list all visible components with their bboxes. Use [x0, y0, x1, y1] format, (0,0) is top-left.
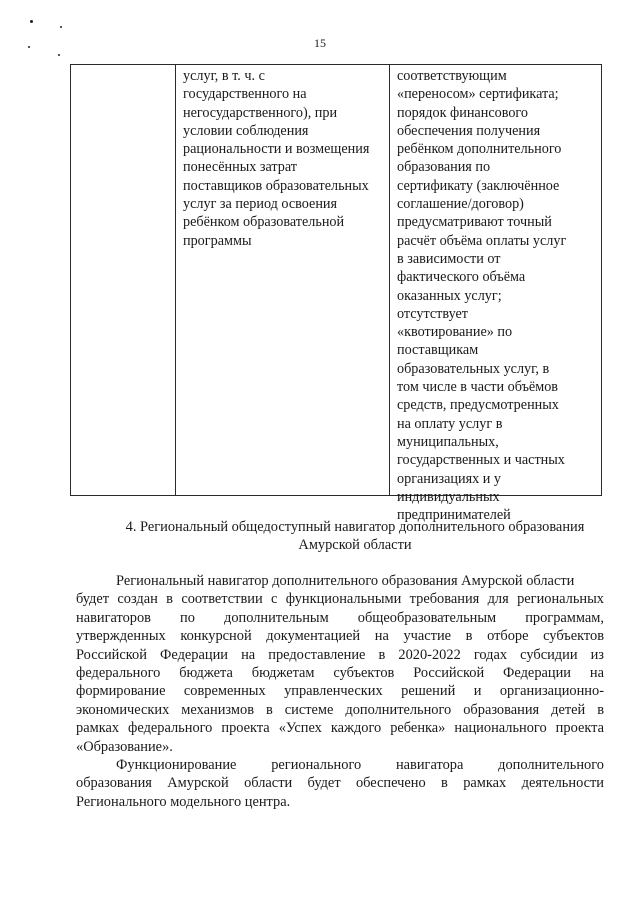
paragraph-navigator-operation: [76, 756, 604, 811]
section-heading-line: Амурской области: [298, 537, 412, 554]
text-line: Российской Федерации на предоставление в 2020-2022 годах субсидии из: [76, 646, 604, 663]
text-line: средств, предусмотренных: [397, 397, 559, 414]
paragraph-navigator-creation: [76, 572, 604, 756]
text-line: образования Амурской области будет обеспечено в рамках деятельности: [76, 775, 604, 792]
text-line: расчёт объёма оплаты услуг: [397, 232, 567, 249]
text-line: формирование современных управленческих решений и организационно-: [76, 683, 604, 700]
text-line: в зависимости от: [397, 250, 501, 267]
text-line: Функционирование регионального навигатора дополнительного: [116, 757, 604, 773]
text-line: на оплату услуг в: [397, 415, 503, 432]
text-line: утвержденных конкурсной документацией на участие в отборе субъектов: [76, 628, 604, 645]
text-line: соответствующим: [397, 68, 507, 84]
text-line: условии соблюдения: [183, 122, 309, 139]
text-line: ребёнком образовательной: [183, 214, 345, 231]
table-cell-conditions: [183, 67, 369, 250]
section-heading-line: 4. Региональный общедоступный навигатор дополнительного образования: [125, 519, 585, 535]
text-line: государственного на: [183, 86, 307, 103]
text-line: ребёнком дополнительного: [397, 141, 562, 158]
text-line: отсутствует: [397, 305, 468, 322]
text-line: муниципальных,: [397, 433, 499, 450]
text-line: «квотирование» по: [397, 324, 513, 341]
text-line: навигаторов по дополнительным общеобразовательным программам,: [76, 609, 604, 626]
scan-speck: [30, 20, 33, 23]
text-line: образования по: [397, 159, 491, 176]
text-line: поставщиков образовательных: [183, 177, 369, 194]
text-line: «Образование».: [76, 738, 173, 755]
text-line: будет создан в соответствии с функциональными требования для региональных: [76, 591, 604, 608]
text-line: программы: [183, 232, 252, 249]
page-number: 15: [314, 36, 326, 50]
table-cell-mechanisms: [397, 67, 566, 524]
table-column-divider: [389, 65, 390, 495]
text-line: том числе в части объёмов: [397, 379, 558, 396]
text-line: Региональный навигатор дополнительного образования Амурской области: [116, 573, 575, 589]
text-line: соглашение/договор): [397, 196, 524, 213]
text-line: поставщикам: [397, 342, 479, 359]
text-line: организациях и у: [397, 470, 501, 487]
text-line: «переносом» сертификата;: [397, 86, 559, 103]
text-line: федерального бюджета бюджетам субъектов Российской Федерации на: [76, 664, 604, 681]
table-column-divider: [175, 65, 176, 495]
text-line: понесённых затрат: [183, 159, 298, 176]
requirements-table: [70, 64, 602, 524]
text-line: государственных и частных: [397, 452, 565, 469]
text-line: порядок финансового: [397, 104, 528, 121]
text-line: Регионального модельного центра.: [76, 793, 291, 810]
section-heading: [100, 518, 610, 555]
text-line: обеспечения получения: [397, 122, 541, 139]
text-line: предусматривают точный: [397, 214, 552, 231]
text-line: сертификату (заключённое: [397, 177, 560, 194]
text-line: рациональности и возмещения: [183, 141, 370, 158]
text-line: негосударственного), при: [183, 104, 338, 121]
text-line: услуг за период освоения: [183, 196, 338, 213]
text-line: оказанных услуг;: [397, 287, 502, 304]
scan-speck: [60, 26, 62, 28]
text-line: индивидуальных: [397, 488, 500, 505]
text-line: образовательных услуг, в: [397, 360, 550, 377]
text-line: фактического объёма: [397, 269, 526, 286]
text-line: экономических механизмов в системе дополнительного образования детей в: [76, 701, 604, 718]
text-line: услуг, в т. ч. с: [183, 68, 265, 84]
scan-speck: [58, 54, 60, 56]
text-line: предпринимателей: [397, 507, 511, 524]
text-line: рамках федерального проекта «Успех каждого ребенка» национального проекта: [76, 720, 604, 737]
